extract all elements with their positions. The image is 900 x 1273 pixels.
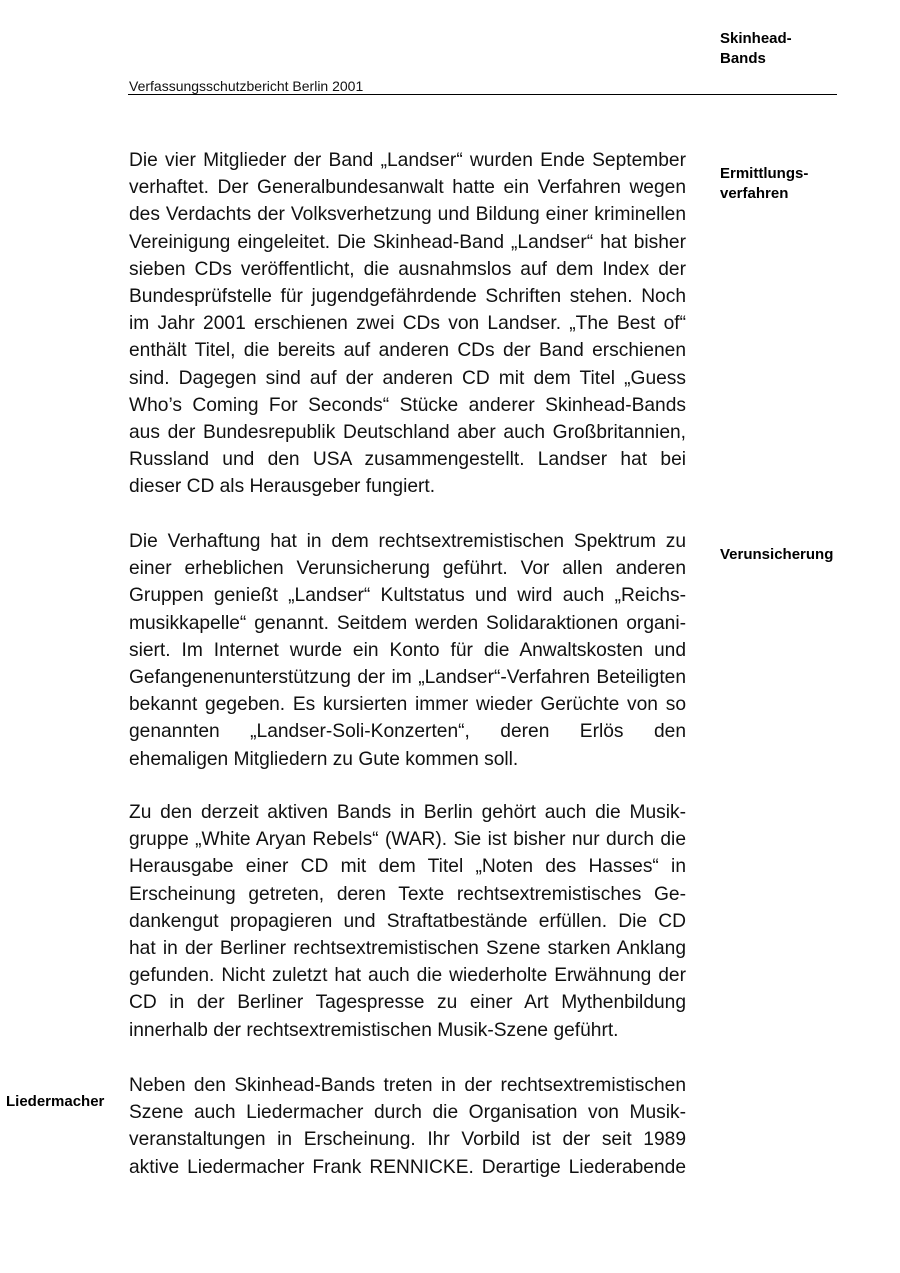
text-line: Bundesprüfstelle für jugendgefährdende Schriften stehen. Noch: [129, 285, 686, 307]
text-line: sind. Dagegen sind auf der anderen CD mit dem Titel „Guess: [129, 367, 686, 389]
margin-note-liedermacher: [6, 1092, 105, 1112]
text-line: Die vier Mitglieder der Band „Landser“ wurden Ende September: [129, 150, 686, 171]
text-line: Neben den Skinhead-Bands treten in der rechtsextremistischen: [129, 1075, 686, 1096]
text-line: einer erheblichen Verunsicherung geführt. Vor allen anderen: [129, 558, 686, 580]
text-line: dieser CD als Herausgeber fungiert.: [129, 476, 436, 498]
text-line: sieben CDs veröffentlicht, die ausnahmslos auf dem Index der: [129, 258, 686, 280]
paragraph-liedermacher: [129, 1072, 686, 1181]
paragraph-landser-arrest: [129, 147, 686, 500]
margin-note-ermittlungsverfahren: Ermittlungs- verfahren: [720, 165, 809, 202]
text-line: innerhalb der rechtsextremistischen Musik-Szene geführt.: [129, 1019, 619, 1041]
text-line: gruppe „White Aryan Rebels“ (WAR). Sie ist bisher nur durch die: [129, 829, 686, 851]
text-line: gefunden. Nicht zuletzt hat auch die wiederholte Erwähnung der: [129, 965, 686, 987]
paragraph-verunsicherung: [129, 528, 686, 773]
text-line: veranstaltungen in Erscheinung. Ihr Vorbild ist der seit 1989: [129, 1129, 686, 1151]
text-line: Die Verhaftung hat in dem rechtsextremistischen Spektrum zu: [129, 531, 686, 552]
text-line: siert. Im Internet wurde ein Konto für die Anwaltskosten und: [129, 639, 686, 661]
text-line: Gruppen genießt „Landser“ Kultstatus und wird auch „Reichs-: [129, 585, 686, 607]
text-line: ehemaligen Mitgliedern zu Gute kommen soll.: [129, 748, 519, 770]
text-line: Herausgabe einer CD mit dem Titel „Noten des Hasses“ in: [129, 856, 686, 878]
text-line: Gefangenenunterstützung der im „Landser“-Verfahren Beteiligten: [129, 666, 686, 688]
text-line: aus der Bundesrepublik Deutschland aber auch Großbritannien,: [129, 421, 686, 443]
text-line: genannten „Landser-Soli-Konzerten“, deren Erlös den: [129, 721, 686, 743]
header-rule: [128, 94, 837, 95]
text-line: dankengut propagieren und Straftatbestände erfüllen. Die CD: [129, 910, 686, 932]
text-line: Szene auch Liedermacher durch die Organisation von Musik-: [129, 1102, 686, 1124]
text-line: hat in der Berliner rechtsextremistischen Szene starken Anklang: [129, 937, 686, 959]
margin-note-liedermacher-text: Liedermacher: [6, 1093, 105, 1110]
text-line: enthält Titel, die bereits auf anderen CDs der Band erschienen: [129, 340, 686, 362]
text-line: Vereinigung eingeleitet. Die Skinhead-Band „Landser“ hat bisher: [129, 231, 686, 253]
text-line: Zu den derzeit aktiven Bands in Berlin gehört auch die Musik-: [129, 802, 686, 823]
text-line: im Jahr 2001 erschienen zwei CDs von Landser. „The Best of“: [129, 313, 686, 335]
text-line: aktive Liedermacher Frank RENNICKE. Derartige Liederabende: [129, 1156, 686, 1178]
text-line: Who’s Coming For Seconds“ Stücke anderer Skinhead-Bands: [129, 394, 686, 416]
text-line: Russland und den USA zusammengestellt. Landser hat bei: [129, 449, 686, 471]
paragraph-white-aryan-rebels: [129, 799, 686, 1044]
text-line: des Verdachts der Volksverhetzung und Bildung einer kriminellen: [129, 204, 686, 226]
text-line: CD in der Berliner Tagespresse zu einer Art Mythenbildung: [129, 992, 686, 1014]
running-head: Verfassungsschutzbericht Berlin 2001: [129, 78, 364, 94]
section-tag: Skinhead- Bands: [720, 30, 792, 67]
text-line: bekannt gegeben. Es kursierten immer wieder Gerüchte von so: [129, 694, 686, 716]
margin-note-verunsicherung: Verunsicherung: [720, 546, 834, 563]
text-line: Erscheinung getreten, deren Texte rechtsextremistisches Ge-: [129, 883, 686, 905]
text-line: musikkapelle“ genannt. Seitdem werden Solidaraktionen organi-: [129, 612, 686, 634]
text-line: verhaftet. Der Generalbundesanwalt hatte ein Verfahren wegen: [129, 177, 686, 199]
